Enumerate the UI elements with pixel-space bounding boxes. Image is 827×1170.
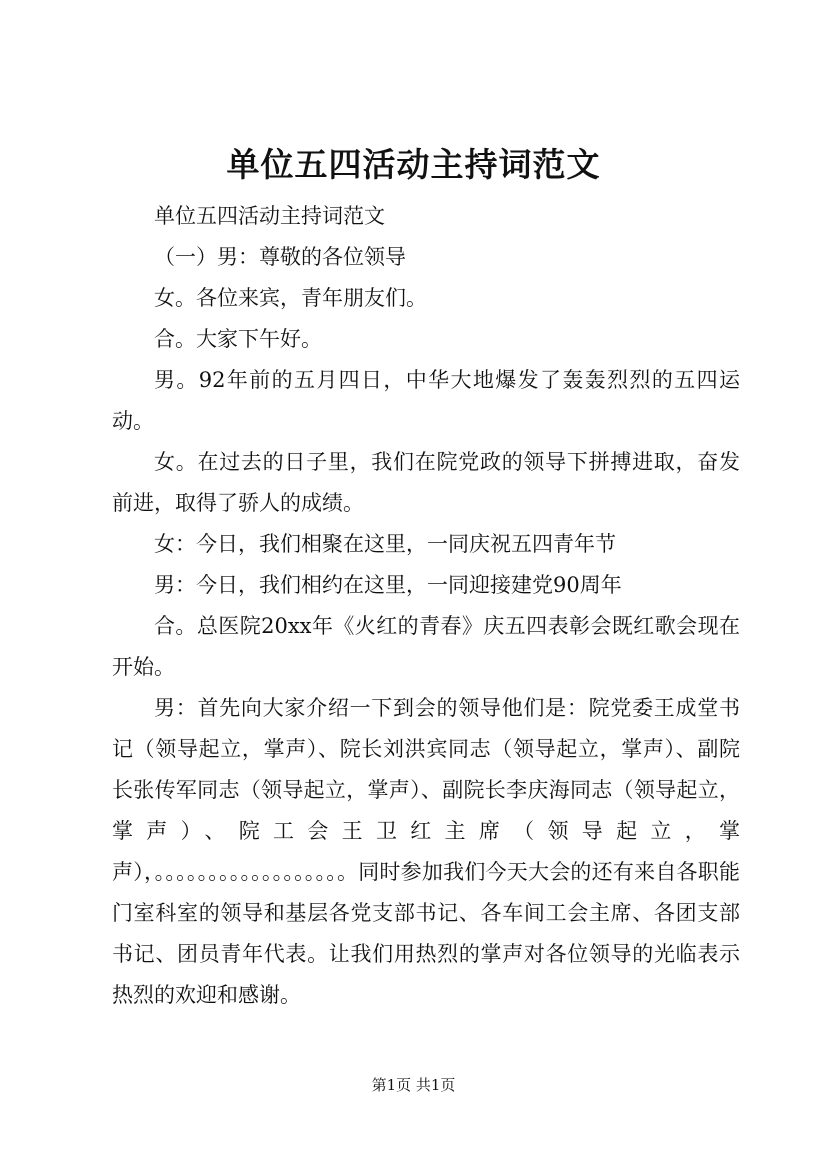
paragraph-introductions: 男：首先向大家介绍一下到会的领导他们是：院党委王成堂书记（领导起立，掌声）、院长刘洪宾同志（领导起立，掌声）、副院长张传军同志（领导起立，掌声）、副院长李庆海同志（领导起立，掌声）、院工会王卫红主席（领导起立，掌声），。。。。。。。。。。。。。。。。。。同时参加我们今天大会的还有来自各职能门室科室的领导和基层各党支部书记、各车间工会主席、各团支部书记、团员青年代表。让我们用热烈的掌声对各位领导的光临表示热烈的欢迎和感谢。 xyxy=(112,696,740,1007)
paragraph-greeting-male: （一）男：尊敬的各位领导 xyxy=(154,245,406,269)
paragraph-may-fourth: 男。92年前的五月四日，中华大地爆发了轰轰烈烈的五四运动。 xyxy=(112,368,740,433)
paragraph-opening: 合。总医院20xx年《火红的青春》庆五四表彰会既红歌会现在开始。 xyxy=(112,614,740,679)
paragraph-gathering: 女：今日，我们相聚在这里，一同庆祝五四青年节 xyxy=(154,532,616,556)
paragraph-achievements: 女。在过去的日子里，我们在院党政的领导下拼搏进取，奋发前进，取得了骄人的成绩。 xyxy=(112,450,740,515)
paragraph-subtitle: 单位五四活动主持词范文 xyxy=(154,204,385,228)
document-body xyxy=(112,196,740,1016)
paragraph-anniversary: 男：今日，我们相约在这里，一同迎接建党90周年 xyxy=(154,573,622,597)
document-title: 单位五四活动主持词范文 xyxy=(226,145,601,184)
page-number: 第1页 共1页 xyxy=(371,1076,456,1094)
paragraph-greeting-female: 女。各位来宾，青年朋友们。 xyxy=(154,286,427,310)
paragraph-greeting-together: 合。大家下午好。 xyxy=(154,327,322,351)
